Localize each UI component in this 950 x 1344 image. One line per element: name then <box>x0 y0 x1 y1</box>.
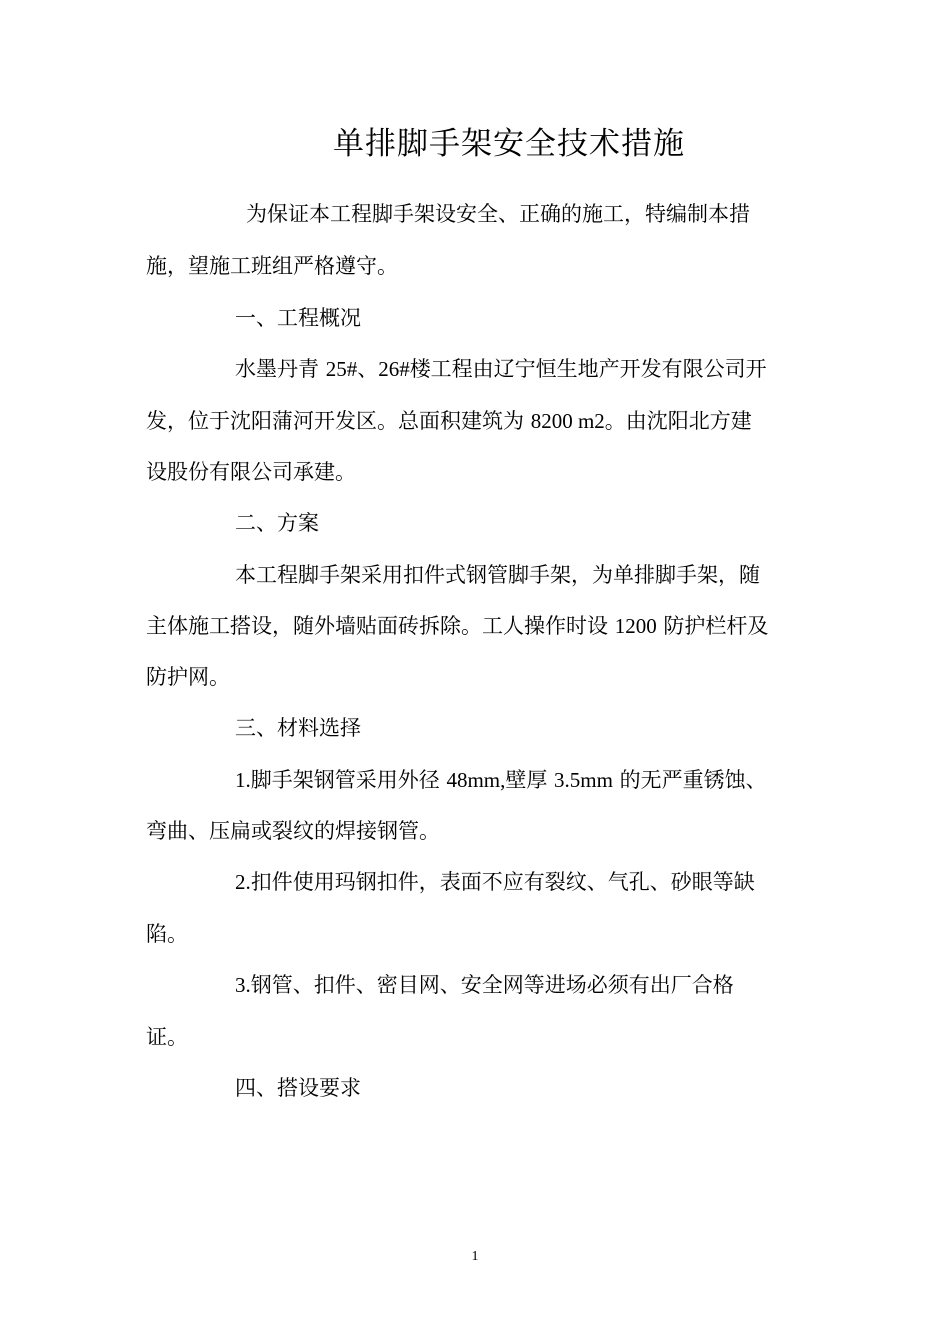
intro-line-1: 为保证本工程脚手架设安全、正确的施工，特编制本措 <box>246 202 750 226</box>
section-2-paragraph-line-1: 本工程脚手架采用扣件式钢管脚手架，为单排脚手架，随 <box>235 563 760 587</box>
pipe-diameter: 48mm, <box>446 768 506 792</box>
wall-thickness: 3.5mm <box>554 768 613 792</box>
material-item-1-line-2: 弯曲、压扁或裂纹的焊接钢管。 <box>146 819 440 843</box>
material-item-2-line-1 <box>235 866 755 898</box>
text-run: 发，位于沈阳蒲河开发区。总面积建筑为 <box>146 409 531 433</box>
text-run: 楼工程由辽宁恒生地产开发有限公司开 <box>409 357 767 381</box>
text-run: 防护栏杆及 <box>656 614 769 638</box>
material-item-3-line-2: 证。 <box>146 1025 188 1049</box>
building-number: 25# <box>325 357 358 381</box>
section-1-paragraph-line-3: 设股份有限公司承建。 <box>146 460 356 484</box>
section-2-heading: 二、方案 <box>235 511 319 535</box>
text-run: 钢管、扣件、密目网、安全网等进场必须有出厂合格 <box>250 973 734 997</box>
section-1-heading: 一、工程概况 <box>235 306 361 330</box>
section-1-paragraph-line-1 <box>235 353 767 385</box>
railing-height: 1200 <box>614 614 657 638</box>
section-1-paragraph-line-2 <box>146 405 752 437</box>
text-run: 壁厚 <box>505 768 555 792</box>
section-2-paragraph-line-2 <box>146 610 768 642</box>
intro-line-2: 施，望施工班组严格遵守。 <box>146 254 398 278</box>
material-item-2-line-2: 陷。 <box>146 922 188 946</box>
text-run: 扣件使用玛钢扣件，表面不应有裂纹、气孔、砂眼等缺 <box>250 870 755 894</box>
item-number: 3. <box>235 973 251 997</box>
text-run: 水墨丹青 <box>235 357 326 381</box>
text-run: 主体施工搭设，随外墙贴面砖拆除。工人操作时设 <box>146 614 615 638</box>
material-item-1-line-1 <box>235 764 767 796</box>
section-3-heading: 三、材料选择 <box>235 716 361 740</box>
area-value: 8200 m2 <box>530 409 605 433</box>
item-number: 2. <box>235 870 251 894</box>
item-number: 1. <box>235 768 251 792</box>
document-title: 单排脚手架安全技术措施 <box>333 126 685 162</box>
text-run: 。由沈阳北方建 <box>604 409 752 433</box>
building-number: 26# <box>378 357 410 381</box>
material-item-3-line-1 <box>235 969 734 1001</box>
text-run: 、 <box>357 357 379 381</box>
section-4-heading: 四、搭设要求 <box>235 1076 361 1100</box>
text-run: 的无严重锈蚀、 <box>612 768 767 792</box>
section-2-paragraph-line-3: 防护网。 <box>146 665 230 689</box>
page-number: 1 <box>471 1249 479 1264</box>
text-run: 脚手架钢管采用外径 <box>250 768 447 792</box>
